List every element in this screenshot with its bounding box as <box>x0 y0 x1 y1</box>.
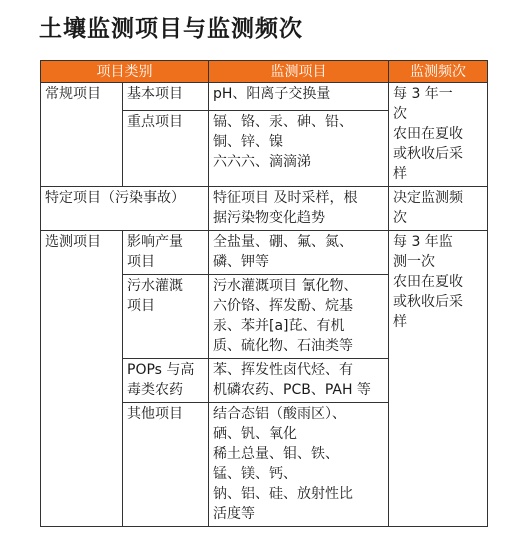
monitoring-items: 全盐量、硼、氟、氮、 磷、钾等 <box>209 231 389 275</box>
monitoring-items: 苯、挥发性卤代烃、有 机磷农药、PCB、PAH 等 <box>209 359 389 403</box>
sub-category: 影响产量 项目 <box>123 231 209 275</box>
header-items: 监测项目 <box>209 61 389 83</box>
monitoring-table <box>40 60 488 527</box>
group-name-optional: 选测项目 <box>41 231 123 527</box>
table-row <box>41 187 488 231</box>
table-row <box>41 231 488 275</box>
header-category: 项目类别 <box>41 61 209 83</box>
frequency-optional: 每 3 年监 测一次 农田在夏收 或秋收后采 样 <box>389 231 488 527</box>
page-title: 土壤监测项目与监测频次 <box>39 16 303 42</box>
header-frequency: 监测频次 <box>389 61 488 83</box>
monitoring-items: 特征项目 及时采样，根 据污染物变化趋势 <box>209 187 389 231</box>
group-name-specific: 特定项目（污染事故） <box>41 187 209 231</box>
frequency-routine: 每 3 年一 次 农田在夏收 或秋收后采 样 <box>389 83 488 187</box>
sub-category: POPs 与高 毒类农药 <box>123 359 209 403</box>
monitoring-items: 结合态铝（酸雨区）、 硒、钒、氧化 稀土总量、钼、铁、 锰、镁、钙、 钠、铝、硅、放射性比 活度等 <box>209 403 389 527</box>
monitoring-items: 镉、铬、汞、砷、铅、 铜、锌、镍 六六六、滴滴涕 <box>209 111 389 187</box>
monitoring-items: 污水灌溉项目 氰化物、 六价铬、挥发酚、烷基 汞、苯并[a]芘、有机 质、硫化物、石油类等 <box>209 275 389 359</box>
sub-category: 重点项目 <box>123 111 209 187</box>
table-header-row <box>41 61 488 83</box>
frequency-specific: 决定监测频 次 <box>389 187 488 231</box>
sub-category: 基本项目 <box>123 83 209 111</box>
group-name-routine: 常规项目 <box>41 83 123 187</box>
sub-category: 其他项目 <box>123 403 209 527</box>
table-row <box>41 83 488 111</box>
sub-category: 污水灌溉 项目 <box>123 275 209 359</box>
monitoring-items: pH、阳离子交换量 <box>209 83 389 111</box>
